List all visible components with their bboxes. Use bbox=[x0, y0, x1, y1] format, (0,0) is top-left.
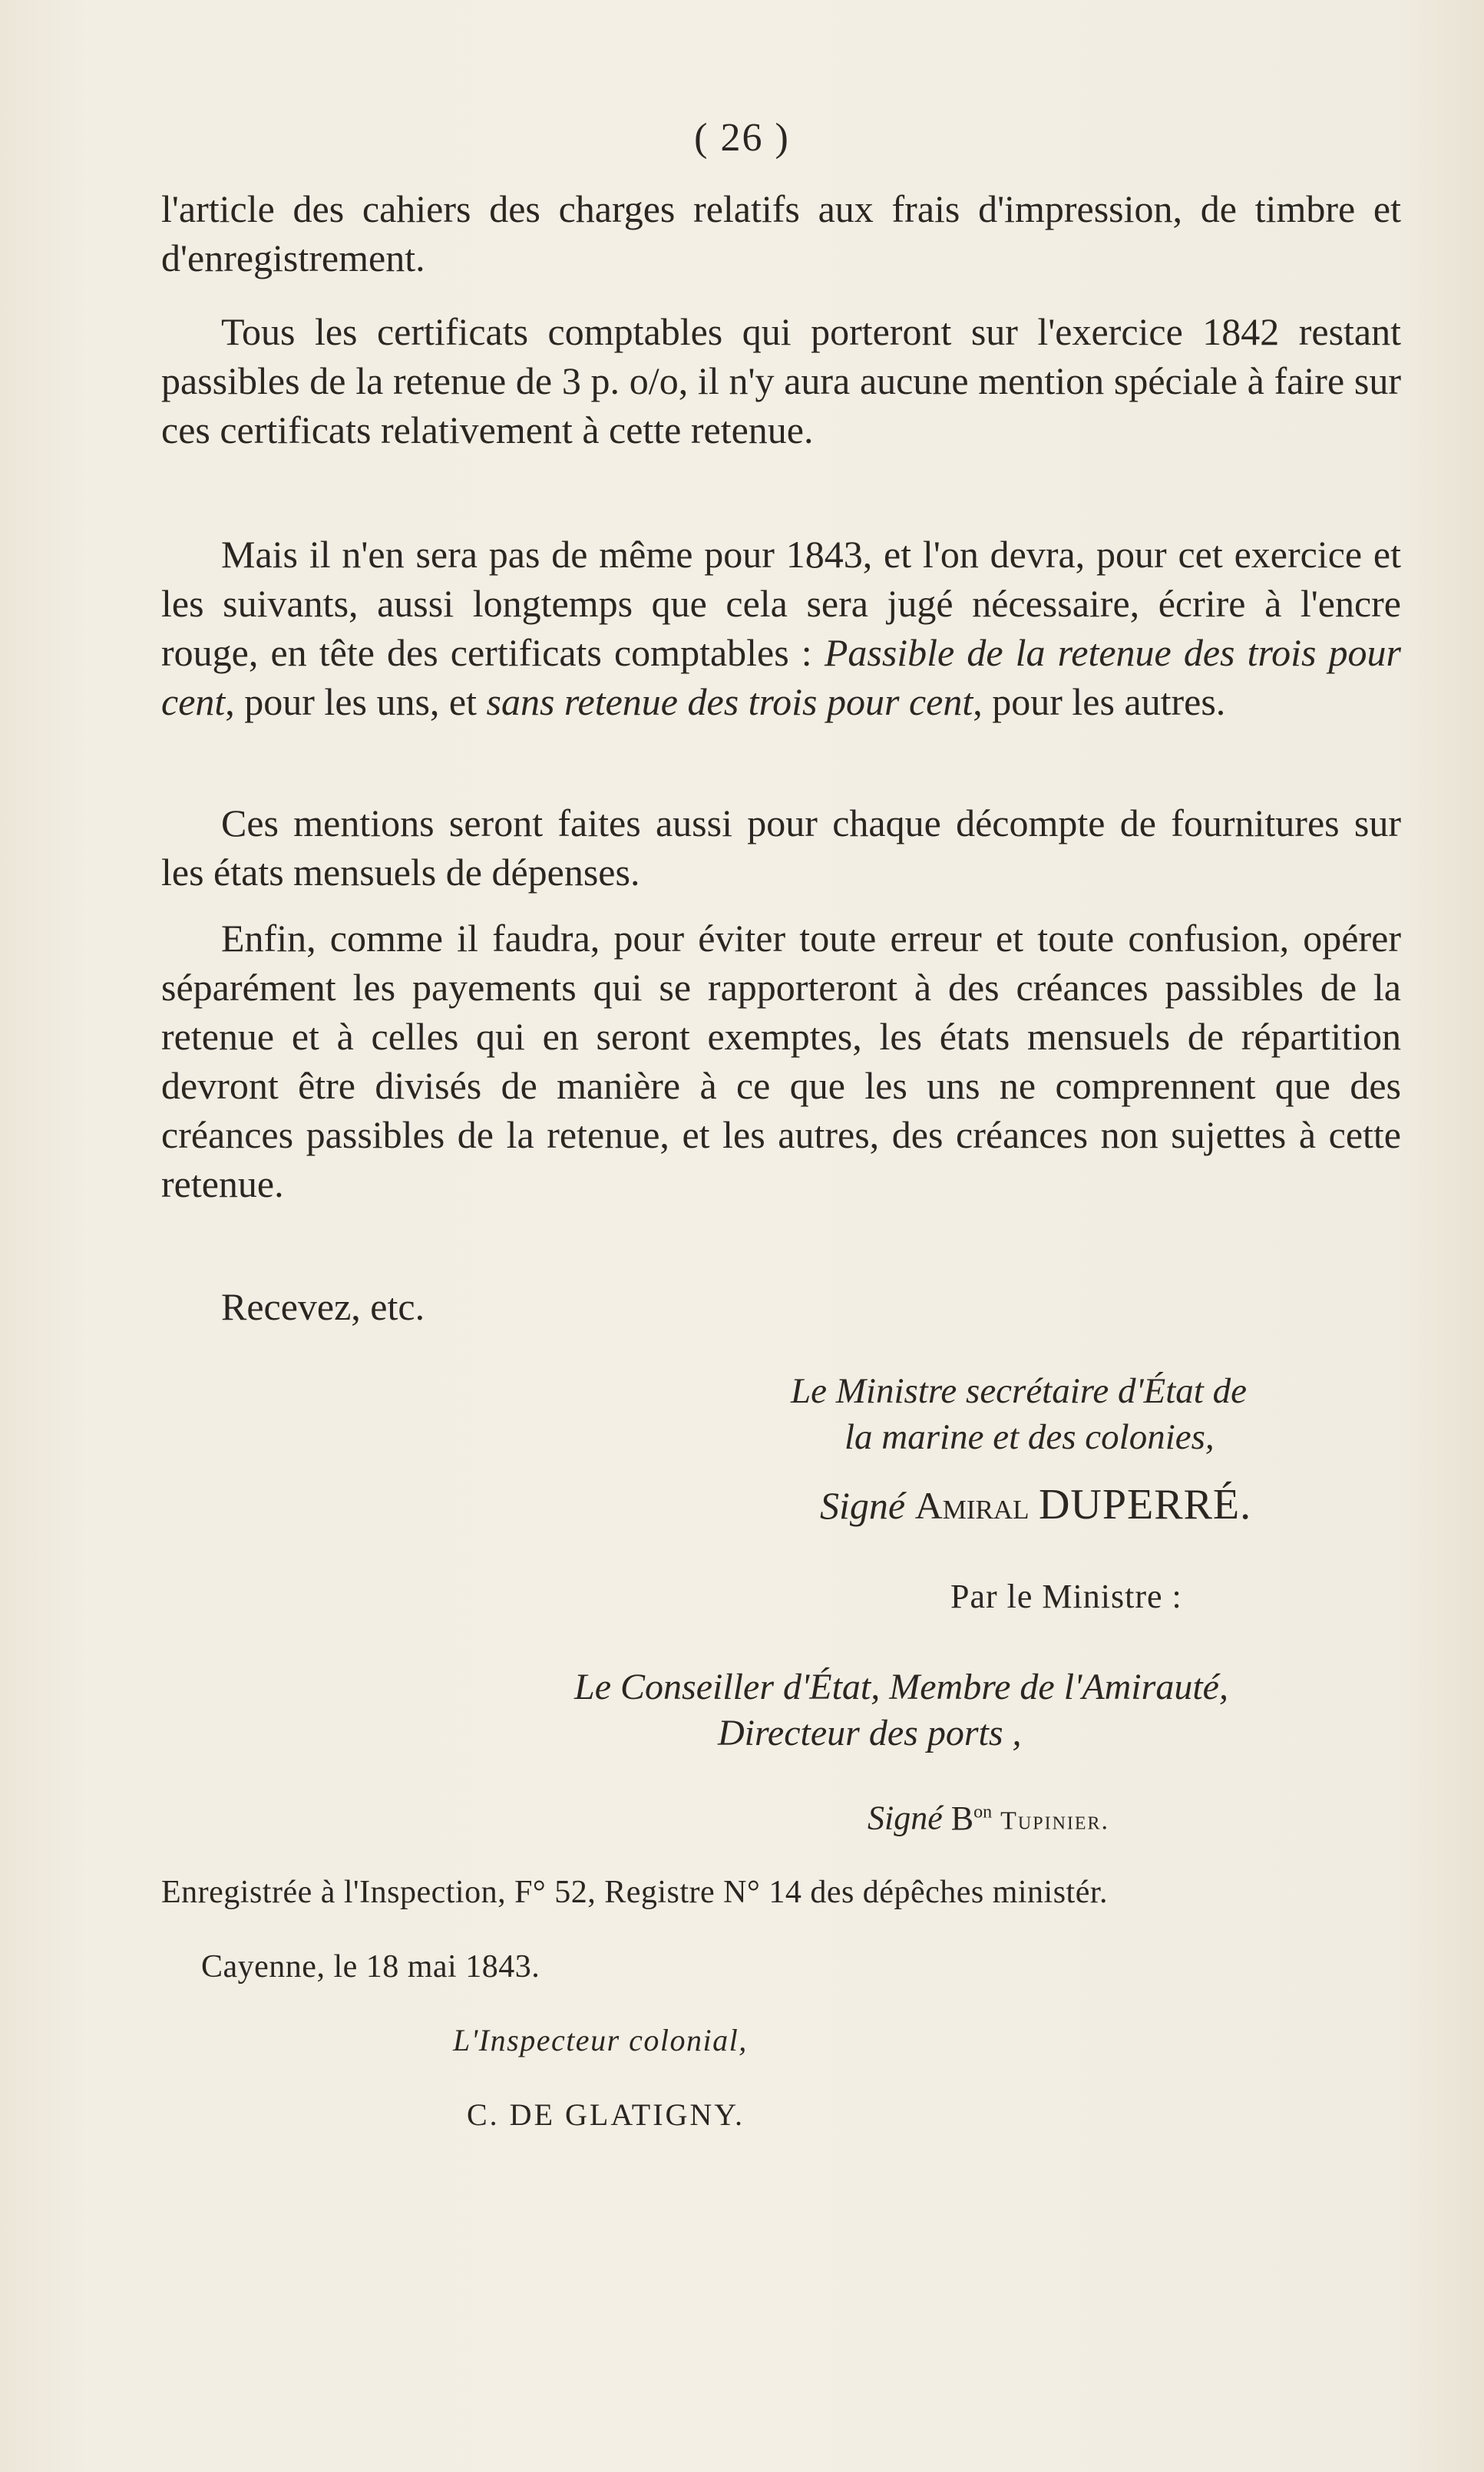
conseiller-title-line1: Le Conseiller d'État, Membre de l'Amirauté, bbox=[574, 1667, 1228, 1707]
tupinier-name: Tupinier. bbox=[1000, 1806, 1110, 1836]
paragraph-continuation bbox=[161, 184, 1401, 283]
paragraph-1843 bbox=[161, 530, 1401, 726]
paragraph-certificats bbox=[161, 307, 1401, 454]
paragraph-enfin bbox=[161, 914, 1401, 1208]
baron-title: $B^{on}$ bbox=[950, 1799, 993, 1837]
italic-mention-sans-retenue: sans retenue des trois pour cent bbox=[486, 680, 973, 723]
registration-note: Enregistrée à l'Inspection, F° 52, Registre N° 14 des dépêches ministér. bbox=[161, 1875, 1109, 1910]
paragraph-text: Ces mentions seront faites aussi pour chaque décompte de fournitures sur les états mensuels de dépenses. bbox=[161, 801, 1401, 894]
signe-label: Signé bbox=[820, 1484, 906, 1527]
italic-mention-passible: Passible de la retenue des trois pour cent bbox=[161, 631, 1401, 723]
tupinier-signature bbox=[868, 1789, 1109, 1845]
paragraph-recevez bbox=[161, 1282, 1401, 1331]
minister-title-line2: la marine et des colonies, bbox=[844, 1417, 1215, 1457]
paragraph-mentions bbox=[161, 798, 1401, 897]
inspector-title: L'Inspecteur colonial, bbox=[453, 2023, 748, 2057]
minister-title-line1: Le Ministre secrétaire d'État de bbox=[791, 1371, 1247, 1411]
paragraph-text: Recevez, etc. bbox=[221, 1285, 425, 1328]
text-run: , pour les autres. bbox=[973, 680, 1226, 723]
minister-signature bbox=[820, 1482, 1251, 1528]
conseiller-title-line2: Directeur des ports , bbox=[718, 1713, 1022, 1753]
par-le-ministre: Par le Ministre : bbox=[950, 1578, 1182, 1615]
amiral-title: Amiral bbox=[914, 1484, 1030, 1527]
paragraph-text: l'article des cahiers des charges relatifs aux frais d'impression, de timbre et d'enregistrement. bbox=[161, 187, 1401, 279]
paragraph-text: Tous les certificats comptables qui porteront sur l'exercice 1842 restant passibles de la retenue de 3 p. o/o, il n'y aura aucune mention spéciale à faire sur ces certificats relativement à cette retenue. bbox=[161, 310, 1401, 451]
text-run: , pour les uns, et bbox=[225, 680, 487, 723]
baron-superscript: on bbox=[973, 1802, 993, 1822]
place-date: Cayenne, le 18 mai 1843. bbox=[201, 1949, 540, 1985]
text-run: Mais il n'en sera pas de même pour 1843, et l'on devra, pour cet exercice et les suivants, aussi longtemps que cela sera jugé nécessaire, écrire à l'encre rouge, en tête des certificats comptables : bbox=[161, 533, 1401, 674]
paragraph-text: Enfin, comme il faudra, pour éviter toute erreur et toute confusion, opérer séparément les payements qui se rapporteront à des créances passibles de la retenue et à celles qui en seront exemptes, les états mensuels de répartition devront être divisés de manière à ce que les uns ne comprennent que des créances passibles de la retenue, et les autres, des créances non sujettes à cette retenue. bbox=[161, 917, 1401, 1205]
signe-label: Signé bbox=[868, 1799, 943, 1837]
page-number: ( 26 ) bbox=[694, 116, 790, 160]
paragraph-text bbox=[161, 530, 1401, 726]
glatigny-name: C. DE GLATIGNY. bbox=[467, 2097, 745, 2132]
duperre-name: DUPERRÉ. bbox=[1038, 1481, 1252, 1528]
